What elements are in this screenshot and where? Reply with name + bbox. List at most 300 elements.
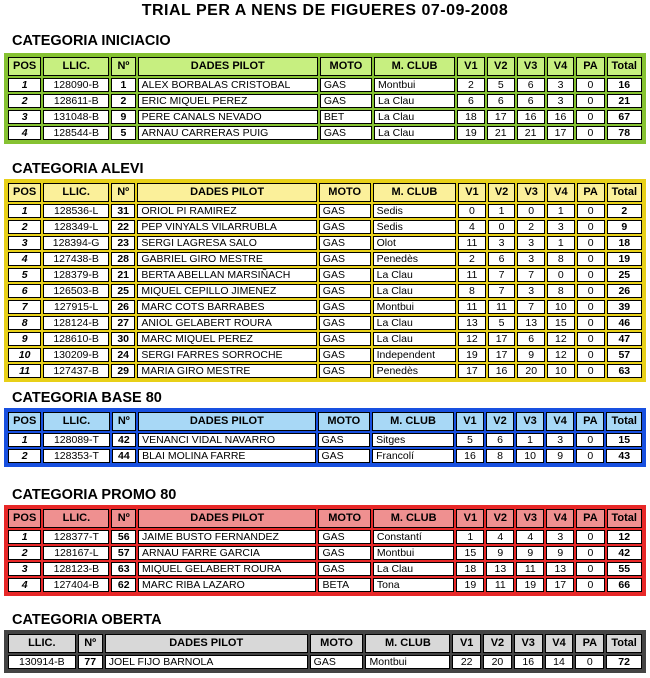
table-cell: 12 [547, 332, 575, 346]
table-cell: 0 [547, 268, 575, 282]
table-cell: 1 [8, 204, 41, 218]
category-title-promo80: CATEGORIA PROMO 80 [12, 487, 177, 503]
table-cell: 42 [112, 433, 137, 447]
table-cell: 12 [458, 332, 486, 346]
table-cell: 56 [111, 530, 136, 544]
table-cell: 0 [576, 78, 604, 92]
table-cell: La Clau [373, 316, 457, 330]
table-cell: GAS [320, 126, 372, 140]
table-row [8, 284, 642, 298]
table-cell: 20 [483, 655, 512, 669]
table-cell: SERGI LAGRESA SALO [137, 236, 316, 250]
table-cell: 0 [577, 220, 605, 234]
table-cell: 2 [457, 78, 485, 92]
column-header: V2 [483, 634, 512, 653]
table-row [8, 126, 642, 140]
table-cell: 15 [547, 316, 575, 330]
table-cell: ALEX BORBALAS CRISTOBAL [138, 78, 318, 92]
table-cell: 55 [607, 562, 642, 576]
table-cell: 11 [458, 268, 486, 282]
table-cell: 18 [607, 236, 642, 250]
table-header-row [8, 57, 642, 76]
table-cell: 18 [456, 562, 484, 576]
table-cell: 31 [111, 204, 135, 218]
table-cell: Penedès [373, 252, 457, 266]
table-cell: 128349-L [43, 220, 109, 234]
table-cell: GAS [318, 530, 370, 544]
column-header: MOTO [320, 57, 372, 76]
table-cell: 6 [517, 332, 545, 346]
table-cell: 2 [8, 220, 41, 234]
table-cell: GAS [319, 316, 371, 330]
column-header: V2 [486, 412, 514, 431]
table-cell: GAS [319, 252, 371, 266]
table-cell: 5 [487, 78, 515, 92]
column-header: M. CLUB [373, 183, 457, 202]
table-cell: GAS [318, 433, 371, 447]
table-cell: 3 [517, 284, 545, 298]
column-header: Total [607, 183, 642, 202]
table-cell: 16 [488, 364, 516, 378]
table-cell: BLAI MOLINA FARRE [138, 449, 315, 463]
table-row [8, 220, 642, 234]
table-row [8, 316, 642, 330]
table-cell: Sedis [373, 204, 457, 218]
table-cell: 1 [516, 433, 544, 447]
column-header: V4 [547, 183, 575, 202]
table-cell: 6 [517, 78, 545, 92]
table-cell: 7 [517, 268, 545, 282]
table-cell: 4 [458, 220, 486, 234]
page-title: TRIAL PER A NENS DE FIGUERES 07-09-2008 [141, 2, 509, 19]
table-cell: GAS [319, 332, 371, 346]
table-cell: 2 [8, 546, 41, 560]
table-cell: 11 [8, 364, 41, 378]
table-cell: 29 [111, 364, 135, 378]
table-cell: La Clau [374, 110, 455, 124]
column-header: PA [576, 509, 604, 528]
table-cell: 3 [546, 433, 574, 447]
column-header: Nº [78, 634, 103, 653]
column-header: DADES PILOT [138, 509, 316, 528]
column-header: V3 [516, 412, 544, 431]
table-cell: 2 [517, 220, 545, 234]
table-cell: 0 [577, 284, 605, 298]
table-cell: 39 [607, 300, 642, 314]
column-header: Total [606, 412, 642, 431]
table-cell: JOEL FIJO BARNOLA [105, 655, 308, 669]
table-cell: BERTA ABELLAN MARSIÑACH [137, 268, 316, 282]
table-row [8, 449, 642, 463]
table-cell: Montbui [365, 655, 450, 669]
table-cell: Montbui [373, 546, 454, 560]
table-cell: ERIC MIQUEL PEREZ [138, 94, 318, 108]
table-cell: 6 [486, 433, 514, 447]
table-cell: 8 [458, 284, 486, 298]
table-cell: 128089-T [43, 433, 109, 447]
table-cell: Montbui [373, 300, 457, 314]
table-cell: 26 [607, 284, 642, 298]
table-row [8, 236, 642, 250]
table-cell: 25 [607, 268, 642, 282]
table-header-row [8, 509, 642, 528]
table-cell: GABRIEL GIRO MESTRE [137, 252, 316, 266]
table-cell: 3 [8, 236, 41, 250]
table-cell: 9 [546, 546, 574, 560]
table-cell: 0 [576, 449, 604, 463]
results-table-alevi [4, 179, 646, 382]
table-cell: 10 [547, 300, 575, 314]
column-header: LLIC. [8, 634, 76, 653]
table-cell: 3 [546, 530, 574, 544]
table-cell: 1 [488, 204, 516, 218]
column-header: V1 [452, 634, 481, 653]
column-header: POS [8, 57, 41, 76]
table-cell: Sitges [372, 433, 454, 447]
table-cell: Montbui [374, 78, 455, 92]
table-cell: 8 [8, 316, 41, 330]
column-header: V1 [457, 57, 485, 76]
table-cell: La Clau [373, 268, 457, 282]
table-cell: 10 [547, 364, 575, 378]
column-header: V4 [547, 57, 575, 76]
column-header: V1 [456, 412, 484, 431]
table-cell: 23 [111, 236, 135, 250]
table-row [8, 562, 642, 576]
table-cell: 78 [607, 126, 642, 140]
table-cell: 128611-B [43, 94, 109, 108]
table-cell: 6 [488, 252, 516, 266]
column-header: V4 [546, 412, 574, 431]
table-cell: 11 [486, 578, 514, 592]
table-cell: 130914-B [8, 655, 76, 669]
column-header: MOTO [318, 412, 371, 431]
column-header: DADES PILOT [137, 183, 316, 202]
table-cell: 11 [458, 236, 486, 250]
column-header: Nº [111, 183, 135, 202]
table-cell: 9 [8, 332, 41, 346]
table-cell: MARC RIBA LAZARO [138, 578, 316, 592]
table-cell: GAS [319, 364, 371, 378]
column-header: MOTO [310, 634, 364, 653]
table-cell: MARC MIQUEL PEREZ [137, 332, 316, 346]
column-header: Total [606, 634, 642, 653]
table-cell: 3 [8, 110, 41, 124]
column-header: PA [575, 634, 604, 653]
column-header: V4 [545, 634, 574, 653]
table-cell: JAIME BUSTO FERNANDEZ [138, 530, 316, 544]
table-header-row [8, 412, 642, 431]
category-title-oberta: CATEGORIA OBERTA [12, 612, 162, 628]
column-header: LLIC. [43, 183, 109, 202]
table-cell: 19 [458, 348, 486, 362]
table-cell: GAS [318, 562, 370, 576]
column-header: M. CLUB [365, 634, 450, 653]
table-cell: 13 [486, 562, 514, 576]
table-cell: 12 [547, 348, 575, 362]
table-row [8, 348, 642, 362]
table-cell: ANIOL GELABERT ROURA [137, 316, 316, 330]
table-cell: 3 [488, 236, 516, 250]
table-cell: GAS [318, 546, 370, 560]
table-cell: 0 [576, 562, 604, 576]
table-row [8, 332, 642, 346]
table-cell: Independent [373, 348, 457, 362]
category-title-base80: CATEGORIA BASE 80 [12, 390, 162, 406]
column-header: Total [607, 509, 642, 528]
column-header: Total [607, 57, 642, 76]
table-cell: VENANCI VIDAL NAVARRO [138, 433, 315, 447]
table-cell: 1 [456, 530, 484, 544]
table-cell: 0 [576, 433, 604, 447]
table-cell: GAS [319, 268, 371, 282]
table-cell: Penedès [373, 364, 457, 378]
table-cell: ARNAU CARRERAS PUIG [138, 126, 318, 140]
table-cell: GAS [319, 300, 371, 314]
table-cell: GAS [319, 204, 371, 218]
table-row [8, 530, 642, 544]
table-cell: 5 [456, 433, 484, 447]
table-cell: 19 [607, 252, 642, 266]
results-table-iniciacio [4, 53, 646, 144]
table-cell: 30 [111, 332, 135, 346]
column-header: V3 [516, 509, 544, 528]
table-row [8, 300, 642, 314]
table-cell: 18 [457, 110, 485, 124]
table-cell: GAS [320, 78, 372, 92]
table-cell: 0 [577, 204, 605, 218]
table-cell: 4 [516, 530, 544, 544]
table-cell: 128090-B [43, 78, 109, 92]
table-cell: MIQUEL CEPILLO JIMENEZ [137, 284, 316, 298]
column-header: LLIC. [43, 509, 109, 528]
table-cell: 6 [487, 94, 515, 108]
table-cell: 3 [547, 220, 575, 234]
table-cell: PERE CANALS NEVADO [138, 110, 318, 124]
table-cell: 42 [607, 546, 642, 560]
table-cell: La Clau [373, 332, 457, 346]
table-cell: PEP VINYALS VILARRUBLA [137, 220, 316, 234]
table-cell: 9 [111, 110, 135, 124]
table-cell: 0 [576, 530, 604, 544]
table-cell: 7 [488, 268, 516, 282]
table-cell: 63 [111, 562, 136, 576]
table-row [8, 655, 642, 669]
table-cell: 7 [488, 284, 516, 298]
table-row [8, 94, 642, 108]
table-cell: 9 [546, 449, 574, 463]
column-header: V2 [486, 509, 514, 528]
table-cell: 128353-T [43, 449, 109, 463]
table-cell: 14 [545, 655, 574, 669]
table-cell: 15 [456, 546, 484, 560]
column-header: LLIC. [43, 412, 109, 431]
table-cell: 13 [546, 562, 574, 576]
table-cell: GAS [319, 348, 371, 362]
table-cell: 28 [111, 252, 135, 266]
table-cell: 4 [8, 126, 41, 140]
table-cell: 127404-B [43, 578, 109, 592]
column-header: LLIC. [43, 57, 109, 76]
table-cell: 24 [111, 348, 135, 362]
table-cell: 67 [607, 110, 642, 124]
table-cell: 0 [577, 316, 605, 330]
table-cell: 6 [8, 284, 41, 298]
table-cell: 0 [576, 546, 604, 560]
column-header: V3 [514, 634, 543, 653]
table-cell: 26 [111, 300, 135, 314]
table-cell: 128124-B [43, 316, 109, 330]
table-cell: 57 [111, 546, 136, 560]
table-cell: 2 [8, 94, 41, 108]
column-header: M. CLUB [374, 57, 455, 76]
table-cell: 9 [486, 546, 514, 560]
table-cell: ORIOL PI RAMIREZ [137, 204, 316, 218]
table-cell: 9 [516, 546, 544, 560]
table-cell: 6 [517, 94, 545, 108]
table-cell: 7 [8, 300, 41, 314]
table-cell: 2 [8, 449, 41, 463]
table-cell: 2 [111, 94, 135, 108]
table-cell: 130209-B [43, 348, 109, 362]
table-cell: 8 [486, 449, 514, 463]
table-cell: 21 [111, 268, 135, 282]
results-table-promo80 [4, 505, 646, 596]
table-cell: 4 [486, 530, 514, 544]
table-cell: 15 [606, 433, 642, 447]
table-cell: 12 [607, 530, 642, 544]
column-header: M. CLUB [372, 412, 454, 431]
table-cell: 22 [111, 220, 135, 234]
table-cell: 0 [576, 126, 604, 140]
table-cell: Olot [373, 236, 457, 250]
column-header: V3 [517, 183, 545, 202]
table-cell: 1 [547, 204, 575, 218]
table-cell: 19 [516, 578, 544, 592]
table-cell: 16 [514, 655, 543, 669]
table-cell: GAS [319, 236, 371, 250]
table-cell: 128544-B [43, 126, 109, 140]
column-header: V2 [487, 57, 515, 76]
table-cell: 127915-L [43, 300, 109, 314]
table-cell: 0 [577, 300, 605, 314]
table-cell: 2 [458, 252, 486, 266]
table-cell: 1 [111, 78, 135, 92]
table-cell: 128394-G [43, 236, 109, 250]
table-cell: 3 [8, 562, 41, 576]
table-cell: 0 [576, 110, 604, 124]
table-row [8, 78, 642, 92]
table-row [8, 110, 642, 124]
table-cell: 0 [488, 220, 516, 234]
table-cell: GAS [320, 94, 372, 108]
column-header: V1 [456, 509, 484, 528]
table-cell: 5 [8, 268, 41, 282]
table-cell: 1 [8, 78, 41, 92]
table-cell: 1 [8, 530, 41, 544]
table-cell: Francolí [372, 449, 454, 463]
table-cell: 66 [607, 578, 642, 592]
table-cell: 16 [517, 110, 545, 124]
table-cell: 16 [607, 78, 642, 92]
table-cell: Constantí [373, 530, 454, 544]
table-cell: 25 [111, 284, 135, 298]
table-cell: 128123-B [43, 562, 109, 576]
table-row [8, 433, 642, 447]
table-cell: La Clau [373, 562, 454, 576]
table-cell: 3 [547, 94, 575, 108]
table-cell: 128167-L [43, 546, 109, 560]
table-cell: 128379-B [43, 268, 109, 282]
column-header: PA [576, 57, 604, 76]
results-table-oberta [4, 630, 646, 673]
table-cell: 6 [457, 94, 485, 108]
table-cell: 57 [607, 348, 642, 362]
column-header: M. CLUB [373, 509, 454, 528]
table-cell: La Clau [373, 284, 457, 298]
table-header-row [8, 634, 642, 653]
table-cell: 0 [576, 578, 604, 592]
table-cell: 127438-B [43, 252, 109, 266]
table-cell: 11 [488, 300, 516, 314]
table-cell: MIQUEL GELABERT ROURA [138, 562, 316, 576]
column-header: POS [8, 412, 41, 431]
table-cell: 16 [547, 110, 575, 124]
table-cell: 3 [517, 252, 545, 266]
column-header: DADES PILOT [138, 57, 318, 76]
column-header: POS [8, 509, 41, 528]
table-cell: 128377-T [43, 530, 109, 544]
table-cell: 17 [546, 578, 574, 592]
table-cell: MARIA GIRO MESTRE [137, 364, 316, 378]
table-cell: 13 [517, 316, 545, 330]
table-header-row [8, 183, 642, 202]
table-cell: 21 [607, 94, 642, 108]
table-cell: 5 [488, 316, 516, 330]
table-cell: 19 [457, 126, 485, 140]
column-header: Nº [111, 57, 135, 76]
table-cell: 9 [517, 348, 545, 362]
column-header: Nº [111, 509, 136, 528]
category-title-alevi: CATEGORIA ALEVI [12, 161, 144, 177]
table-cell: 43 [606, 449, 642, 463]
table-cell: La Clau [374, 94, 455, 108]
table-cell: 17 [547, 126, 575, 140]
table-cell: 0 [575, 655, 604, 669]
table-cell: GAS [319, 284, 371, 298]
table-cell: La Clau [374, 126, 455, 140]
results-table-base80 [4, 408, 646, 467]
column-header: PA [577, 183, 605, 202]
table-cell: 0 [577, 332, 605, 346]
table-cell: 0 [458, 204, 486, 218]
table-cell: 0 [576, 94, 604, 108]
column-header: V2 [488, 183, 516, 202]
table-row [8, 364, 642, 378]
table-cell: 2 [607, 204, 642, 218]
column-header: V1 [458, 183, 486, 202]
table-cell: 0 [517, 204, 545, 218]
table-cell: 131048-B [43, 110, 109, 124]
column-header: PA [576, 412, 604, 431]
table-row [8, 578, 642, 592]
table-cell: GAS [319, 220, 371, 234]
table-cell: 0 [577, 268, 605, 282]
table-row [8, 204, 642, 218]
table-cell: 44 [112, 449, 137, 463]
table-cell: 3 [547, 78, 575, 92]
table-row [8, 252, 642, 266]
